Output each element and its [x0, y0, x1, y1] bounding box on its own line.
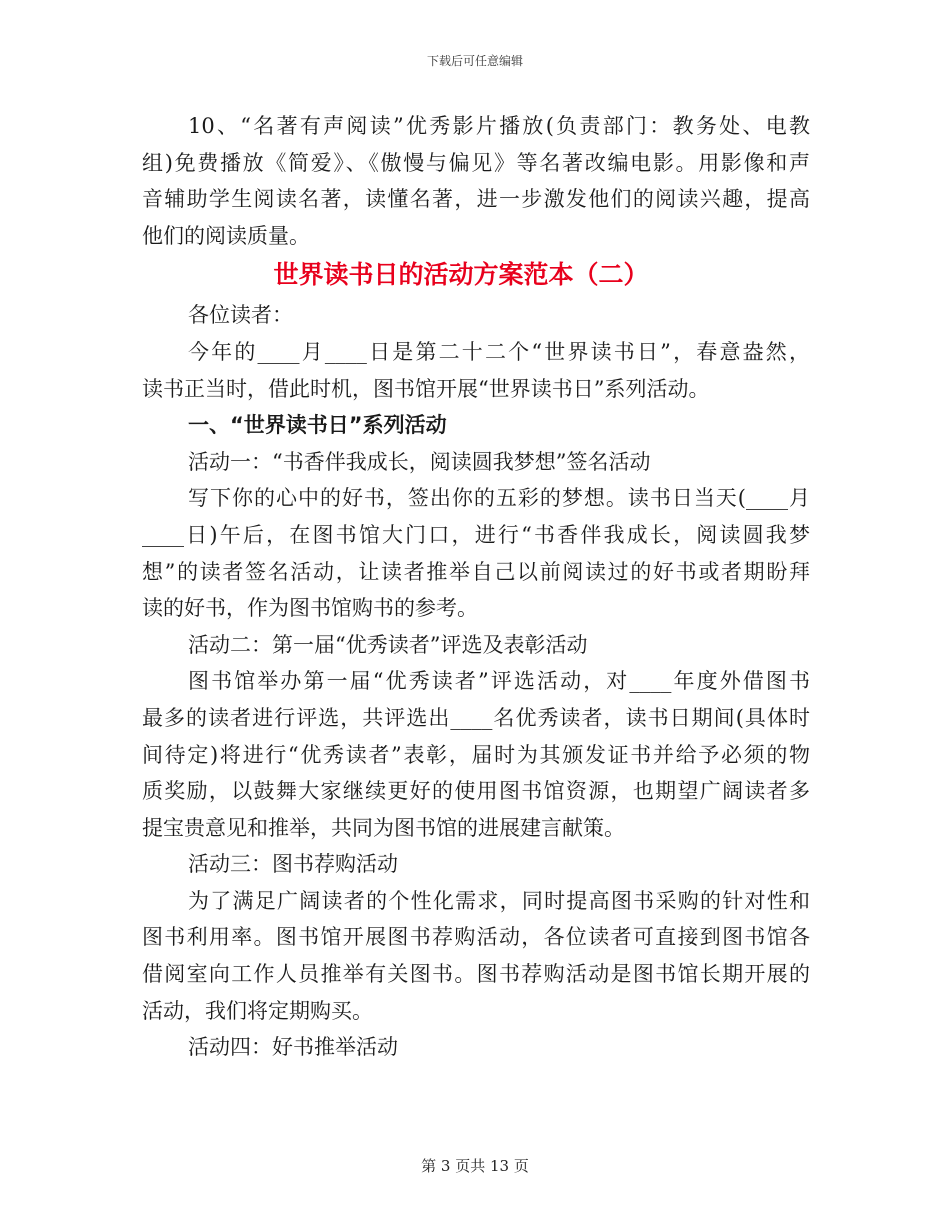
section-title: 世界读书日的活动方案范本（二） [273, 260, 649, 290]
text-line: 音辅助学生阅读名著，读懂名著，进一步激发他们的阅读兴趣，提高 [142, 187, 810, 212]
page-footer: 第 3 页共 13 页 [421, 1157, 529, 1175]
text-line: 最多的读者进行评选，共评选出____名优秀读者，读书日期间(具体时 [142, 705, 810, 730]
text-line: 图书馆举办第一届“优秀读者”评选活动，对____年度外借图书 [188, 669, 810, 694]
text-line: 想”的读者签名活动，让读者推举自己以前阅读过的好书或者期盼拜 [142, 559, 810, 584]
activity-2-body [142, 663, 810, 846]
activity-2-title: 活动二：第一届“优秀读者”评选及表彰活动 [188, 632, 588, 657]
text-line: 借阅室向工作人员推举有关图书。图书荐购活动是图书馆长期开展的 [142, 962, 810, 987]
document-body [142, 108, 810, 1066]
activity-4-title: 活动四：好书推举活动 [188, 1035, 398, 1060]
activity-3-title: 活动三：图书荐购活动 [188, 852, 398, 877]
greeting: 各位读者： [188, 303, 293, 328]
text-line: 10、“名著有声阅读”优秀影片播放(负责部门：教务处、电教 [188, 114, 810, 138]
text-line: 读书正当时，借此时机，图书馆开展“世界读书日”系列活动。 [142, 376, 710, 401]
text-line: 写下你的心中的好书，签出你的五彩的梦想。读书日当天(____月 [188, 486, 810, 511]
text-line: 提宝贵意见和推举，共同为图书馆的进展建言献策。 [142, 815, 625, 840]
text-line: 为了满足广阔读者的个性化需求，同时提高图书采购的针对性和 [188, 888, 810, 913]
activity-3-body [142, 883, 810, 1029]
activity-1-title: 活动一：“书香伴我成长，阅读圆我梦想”签名活动 [188, 449, 651, 474]
text-line: 活动，我们将定期购买。 [142, 998, 373, 1023]
text-line: 他们的阅读质量。 [142, 223, 310, 248]
text-line: 质奖励，以鼓舞大家继续更好的使用图书馆资源，也期望广阔读者多 [142, 779, 810, 804]
paragraph-item-10 [142, 108, 810, 254]
text-line: 组)免费播放《简爱》、《傲慢与偏见》等名著改编电影。用影像和声 [142, 150, 810, 175]
text-line: 读的好书，作为图书馆购书的参考。 [142, 596, 478, 621]
text-line: 今年的____月____日是第二十二个“世界读书日”，春意盎然， [188, 339, 810, 364]
text-line: 图书利用率。图书馆开展图书荐购活动，各位读者可直接到图书馆各 [142, 925, 810, 950]
page-header: 下载后可任意编辑 [426, 54, 523, 68]
intro-paragraph [142, 334, 810, 407]
text-line: 间待定)将进行“优秀读者”表彰，届时为其颁发证书并给予必须的物 [142, 742, 810, 767]
section-heading: 一、“世界读书日”系列活动 [188, 413, 447, 438]
activity-1-body [142, 480, 810, 626]
text-line: ____日)午后，在图书馆大门口，进行“书香伴我成长，阅读圆我梦 [142, 522, 810, 547]
